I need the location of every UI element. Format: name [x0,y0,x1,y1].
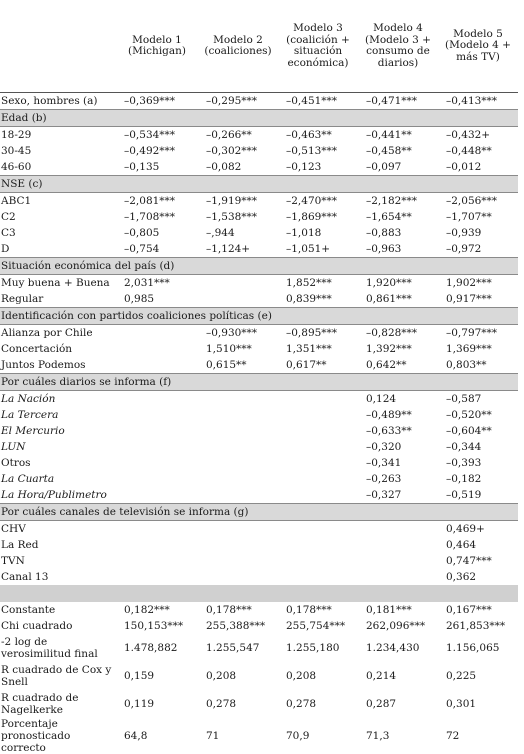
header-modelo-4: Modelo 4 (Modelo 3 + consumo de diarios) [358,0,438,93]
value-cell-modelo-2 [198,569,278,585]
value-cell-modelo-5: –0,797*** [438,325,518,342]
value-cell-modelo-5: 0,917*** [438,291,518,308]
value-cell-modelo-2: 1,510*** [198,341,278,357]
value-cell-modelo-4: 1,392*** [358,341,438,357]
value-cell-modelo-1: 2,031*** [116,275,198,292]
value-cell-modelo-1: –2,081*** [116,193,198,210]
table-row [0,159,518,176]
value-cell-modelo-4: 0,287 [358,690,438,718]
value-cell-modelo-4: 0,642** [358,357,438,374]
value-cell-modelo-5: 0,464 [438,537,518,553]
value-cell-modelo-2 [198,407,278,423]
value-cell-modelo-4 [358,537,438,553]
table-row [0,193,518,210]
value-cell-modelo-4: –0,963 [358,241,438,258]
value-cell-modelo-5: –0,972 [438,241,518,258]
table-row [0,602,518,618]
value-cell-modelo-4: 262,096*** [358,618,438,634]
section-label: Identificación con partidos coaliciones políticas (e) [0,308,518,325]
row-label: -2 log de verosimilitud final [0,634,116,662]
value-cell-modelo-1: 150,153*** [116,618,198,634]
row-label: ABC1 [0,193,116,210]
value-cell-modelo-5: 0,225 [438,662,518,690]
row-label: La Cuarta [0,471,116,487]
row-label: 18-29 [0,127,116,144]
value-cell-modelo-1 [116,407,198,423]
value-cell-modelo-3 [278,521,358,538]
table-row [0,537,518,553]
value-cell-modelo-2: –,944 [198,225,278,241]
value-cell-modelo-1: 0,119 [116,690,198,718]
section-label: NSE (c) [0,176,518,193]
row-label: TVN [0,553,116,569]
value-cell-modelo-2 [198,471,278,487]
value-cell-modelo-2: 0,208 [198,662,278,690]
value-cell-modelo-1 [116,325,198,342]
table-row [0,143,518,159]
row-label: R cuadrado de Nagelkerke [0,690,116,718]
value-cell-modelo-4: –0,341 [358,455,438,471]
value-cell-modelo-5: 0,362 [438,569,518,585]
table-row [0,325,518,342]
value-cell-modelo-5: 0,167*** [438,602,518,618]
table-row [0,634,518,662]
value-cell-modelo-4: 0,124 [358,391,438,408]
value-cell-modelo-3 [278,553,358,569]
value-cell-modelo-4: 1.234,430 [358,634,438,662]
value-cell-modelo-3: –0,895*** [278,325,358,342]
value-cell-modelo-2 [198,455,278,471]
value-cell-modelo-4: 0,181*** [358,602,438,618]
row-label: Alianza por Chile [0,325,116,342]
row-label: Otros [0,455,116,471]
value-cell-modelo-2: 255,388*** [198,618,278,634]
value-cell-modelo-1 [116,439,198,455]
table-row [0,718,518,754]
section-header-row [0,308,518,325]
value-cell-modelo-2: –0,302*** [198,143,278,159]
value-cell-modelo-4: 1,920*** [358,275,438,292]
value-cell-modelo-5: –0,587 [438,391,518,408]
value-cell-modelo-1 [116,487,198,504]
value-cell-modelo-5: 0,469+ [438,521,518,538]
value-cell-modelo-5: –0,520** [438,407,518,423]
value-cell-modelo-3 [278,569,358,585]
value-cell-modelo-3 [278,439,358,455]
row-label: Porcentaje pronosticado correcto [0,718,116,754]
header-modelo-2: Modelo 2 (coaliciones) [198,0,278,93]
value-cell-modelo-2 [198,391,278,408]
value-cell-modelo-3: 0,208 [278,662,358,690]
value-cell-modelo-1 [116,569,198,585]
value-cell-modelo-3: 1,852*** [278,275,358,292]
value-cell-modelo-5: 72 [438,718,518,754]
value-cell-modelo-1: 64,8 [116,718,198,754]
row-label: C3 [0,225,116,241]
table-row [0,127,518,144]
table-row [0,241,518,258]
table-row [0,487,518,504]
value-cell-modelo-1 [116,341,198,357]
header-modelo-5: Modelo 5 (Modelo 4 + más TV) [438,0,518,93]
value-cell-modelo-4: –0,458** [358,143,438,159]
value-cell-modelo-3: –0,123 [278,159,358,176]
value-cell-modelo-4: –0,327 [358,487,438,504]
value-cell-modelo-2: –1,124+ [198,241,278,258]
value-cell-modelo-4 [358,569,438,585]
value-cell-modelo-5: –0,448** [438,143,518,159]
value-cell-modelo-1 [116,521,198,538]
value-cell-modelo-1 [116,391,198,408]
value-cell-modelo-4: –0,489** [358,407,438,423]
value-cell-modelo-4 [358,553,438,569]
value-cell-modelo-2: –0,930*** [198,325,278,342]
row-label: 46-60 [0,159,116,176]
value-cell-modelo-1 [116,553,198,569]
value-cell-modelo-4 [358,521,438,538]
value-cell-modelo-5: –1,707** [438,209,518,225]
row-label: C2 [0,209,116,225]
value-cell-modelo-4: –0,883 [358,225,438,241]
value-cell-modelo-1: –0,754 [116,241,198,258]
table-row [0,690,518,718]
table-row [0,407,518,423]
value-cell-modelo-5: –0,012 [438,159,518,176]
table-row [0,569,518,585]
value-cell-modelo-1 [116,357,198,374]
value-cell-modelo-1: 1.478,882 [116,634,198,662]
value-cell-modelo-3: 0,617** [278,357,358,374]
value-cell-modelo-3: 70,9 [278,718,358,754]
value-cell-modelo-3 [278,487,358,504]
value-cell-modelo-2 [198,291,278,308]
value-cell-modelo-5: –0,413*** [438,93,518,110]
header-row [0,0,518,93]
section-label: Por cuáles diarios se informa (f) [0,374,518,391]
value-cell-modelo-3: –1,051+ [278,241,358,258]
table-row [0,341,518,357]
row-label: La Tercera [0,407,116,423]
table-row [0,662,518,690]
section-header-row [0,176,518,193]
value-cell-modelo-2: 0,278 [198,690,278,718]
value-cell-modelo-5: –0,939 [438,225,518,241]
row-label: Sexo, hombres (a) [0,93,116,110]
value-cell-modelo-3: –0,451*** [278,93,358,110]
section-label: Situación económica del país (d) [0,258,518,275]
section-header-row [0,110,518,127]
row-label: Regular [0,291,116,308]
value-cell-modelo-4: 71,3 [358,718,438,754]
value-cell-modelo-2: –0,082 [198,159,278,176]
value-cell-modelo-4: –0,441** [358,127,438,144]
row-label: D [0,241,116,258]
value-cell-modelo-5: –0,432+ [438,127,518,144]
value-cell-modelo-5: 1,369*** [438,341,518,357]
value-cell-modelo-3 [278,537,358,553]
row-label: R cuadrado de Cox y Snell [0,662,116,690]
value-cell-modelo-5: –0,519 [438,487,518,504]
value-cell-modelo-1: 0,182*** [116,602,198,618]
section-header-row [0,258,518,275]
row-label: 30-45 [0,143,116,159]
row-label: El Mercurio [0,423,116,439]
header-cell-stub [0,0,116,93]
value-cell-modelo-1: –0,135 [116,159,198,176]
value-cell-modelo-5: 261,853*** [438,618,518,634]
value-cell-modelo-2 [198,521,278,538]
value-cell-modelo-3 [278,455,358,471]
section-label: Por cuáles canales de televisión se informa (g) [0,504,518,521]
value-cell-modelo-4: –0,263 [358,471,438,487]
table-row [0,423,518,439]
value-cell-modelo-2: 0,178*** [198,602,278,618]
value-cell-modelo-2 [198,537,278,553]
value-cell-modelo-2 [198,275,278,292]
value-cell-modelo-3: –0,463** [278,127,358,144]
table-row [0,471,518,487]
section-label: Edad (b) [0,110,518,127]
value-cell-modelo-3 [278,407,358,423]
value-cell-modelo-3 [278,471,358,487]
table-row [0,439,518,455]
value-cell-modelo-5: –0,344 [438,439,518,455]
section-header-row [0,374,518,391]
row-label: Constante [0,602,116,618]
value-cell-modelo-1: 0,985 [116,291,198,308]
row-label: La Nación [0,391,116,408]
value-cell-modelo-2 [198,487,278,504]
header-modelo-1: Modelo 1 (Michigan) [116,0,198,93]
value-cell-modelo-2 [198,439,278,455]
table-row [0,93,518,110]
value-cell-modelo-1: –0,492*** [116,143,198,159]
value-cell-modelo-3: 0,178*** [278,602,358,618]
value-cell-modelo-5: –2,056*** [438,193,518,210]
value-cell-modelo-5: –0,182 [438,471,518,487]
value-cell-modelo-1 [116,537,198,553]
value-cell-modelo-1: –1,708*** [116,209,198,225]
value-cell-modelo-4: –0,633** [358,423,438,439]
value-cell-modelo-3: –2,470*** [278,193,358,210]
value-cell-modelo-1 [116,423,198,439]
value-cell-modelo-2: –0,295*** [198,93,278,110]
value-cell-modelo-5: 1.156,065 [438,634,518,662]
value-cell-modelo-5: 1,902*** [438,275,518,292]
table-row [0,553,518,569]
value-cell-modelo-4: –0,320 [358,439,438,455]
value-cell-modelo-2: 1.255,547 [198,634,278,662]
value-cell-modelo-1 [116,471,198,487]
value-cell-modelo-1: 0,159 [116,662,198,690]
separator-row [0,585,518,602]
value-cell-modelo-3 [278,423,358,439]
value-cell-modelo-4: –0,471*** [358,93,438,110]
table-row [0,275,518,292]
value-cell-modelo-2: 71 [198,718,278,754]
value-cell-modelo-5: 0,747*** [438,553,518,569]
table-body [0,93,518,754]
value-cell-modelo-1: –0,369*** [116,93,198,110]
value-cell-modelo-5: 0,803** [438,357,518,374]
value-cell-modelo-2: –0,266** [198,127,278,144]
value-cell-modelo-3: –1,018 [278,225,358,241]
row-label: La Hora/Publimetro [0,487,116,504]
value-cell-modelo-3: –1,869*** [278,209,358,225]
table-row [0,521,518,538]
row-label: LUN [0,439,116,455]
row-label: CHV [0,521,116,538]
value-cell-modelo-5: –0,393 [438,455,518,471]
table-row [0,209,518,225]
separator-cell [0,585,518,602]
table-row [0,225,518,241]
value-cell-modelo-2 [198,553,278,569]
value-cell-modelo-3: 0,839*** [278,291,358,308]
table-row [0,455,518,471]
row-label: Chi cuadrado [0,618,116,634]
value-cell-modelo-3: 1.255,180 [278,634,358,662]
row-label: Muy buena + Buena [0,275,116,292]
row-label: Concertación [0,341,116,357]
value-cell-modelo-3: 255,754*** [278,618,358,634]
value-cell-modelo-4: –2,182*** [358,193,438,210]
value-cell-modelo-5: 0,301 [438,690,518,718]
value-cell-modelo-1 [116,455,198,471]
value-cell-modelo-3: –0,513*** [278,143,358,159]
value-cell-modelo-4: –1,654** [358,209,438,225]
table-row [0,391,518,408]
table-row [0,357,518,374]
value-cell-modelo-4: –0,828*** [358,325,438,342]
table-row [0,618,518,634]
row-label: La Red [0,537,116,553]
value-cell-modelo-2 [198,423,278,439]
value-cell-modelo-2: 0,615** [198,357,278,374]
value-cell-modelo-2: –1,919*** [198,193,278,210]
value-cell-modelo-4: –0,097 [358,159,438,176]
row-label: Canal 13 [0,569,116,585]
value-cell-modelo-1: –0,534*** [116,127,198,144]
value-cell-modelo-4: 0,861*** [358,291,438,308]
value-cell-modelo-2: –1,538*** [198,209,278,225]
row-label: Juntos Podemos [0,357,116,374]
header-modelo-3: Modelo 3 (coalición + situación económica) [278,0,358,93]
value-cell-modelo-3: 1,351*** [278,341,358,357]
value-cell-modelo-3 [278,391,358,408]
value-cell-modelo-5: –0,604** [438,423,518,439]
value-cell-modelo-3: 0,278 [278,690,358,718]
value-cell-modelo-1: –0,805 [116,225,198,241]
table-row [0,291,518,308]
section-header-row [0,504,518,521]
value-cell-modelo-4: 0,214 [358,662,438,690]
